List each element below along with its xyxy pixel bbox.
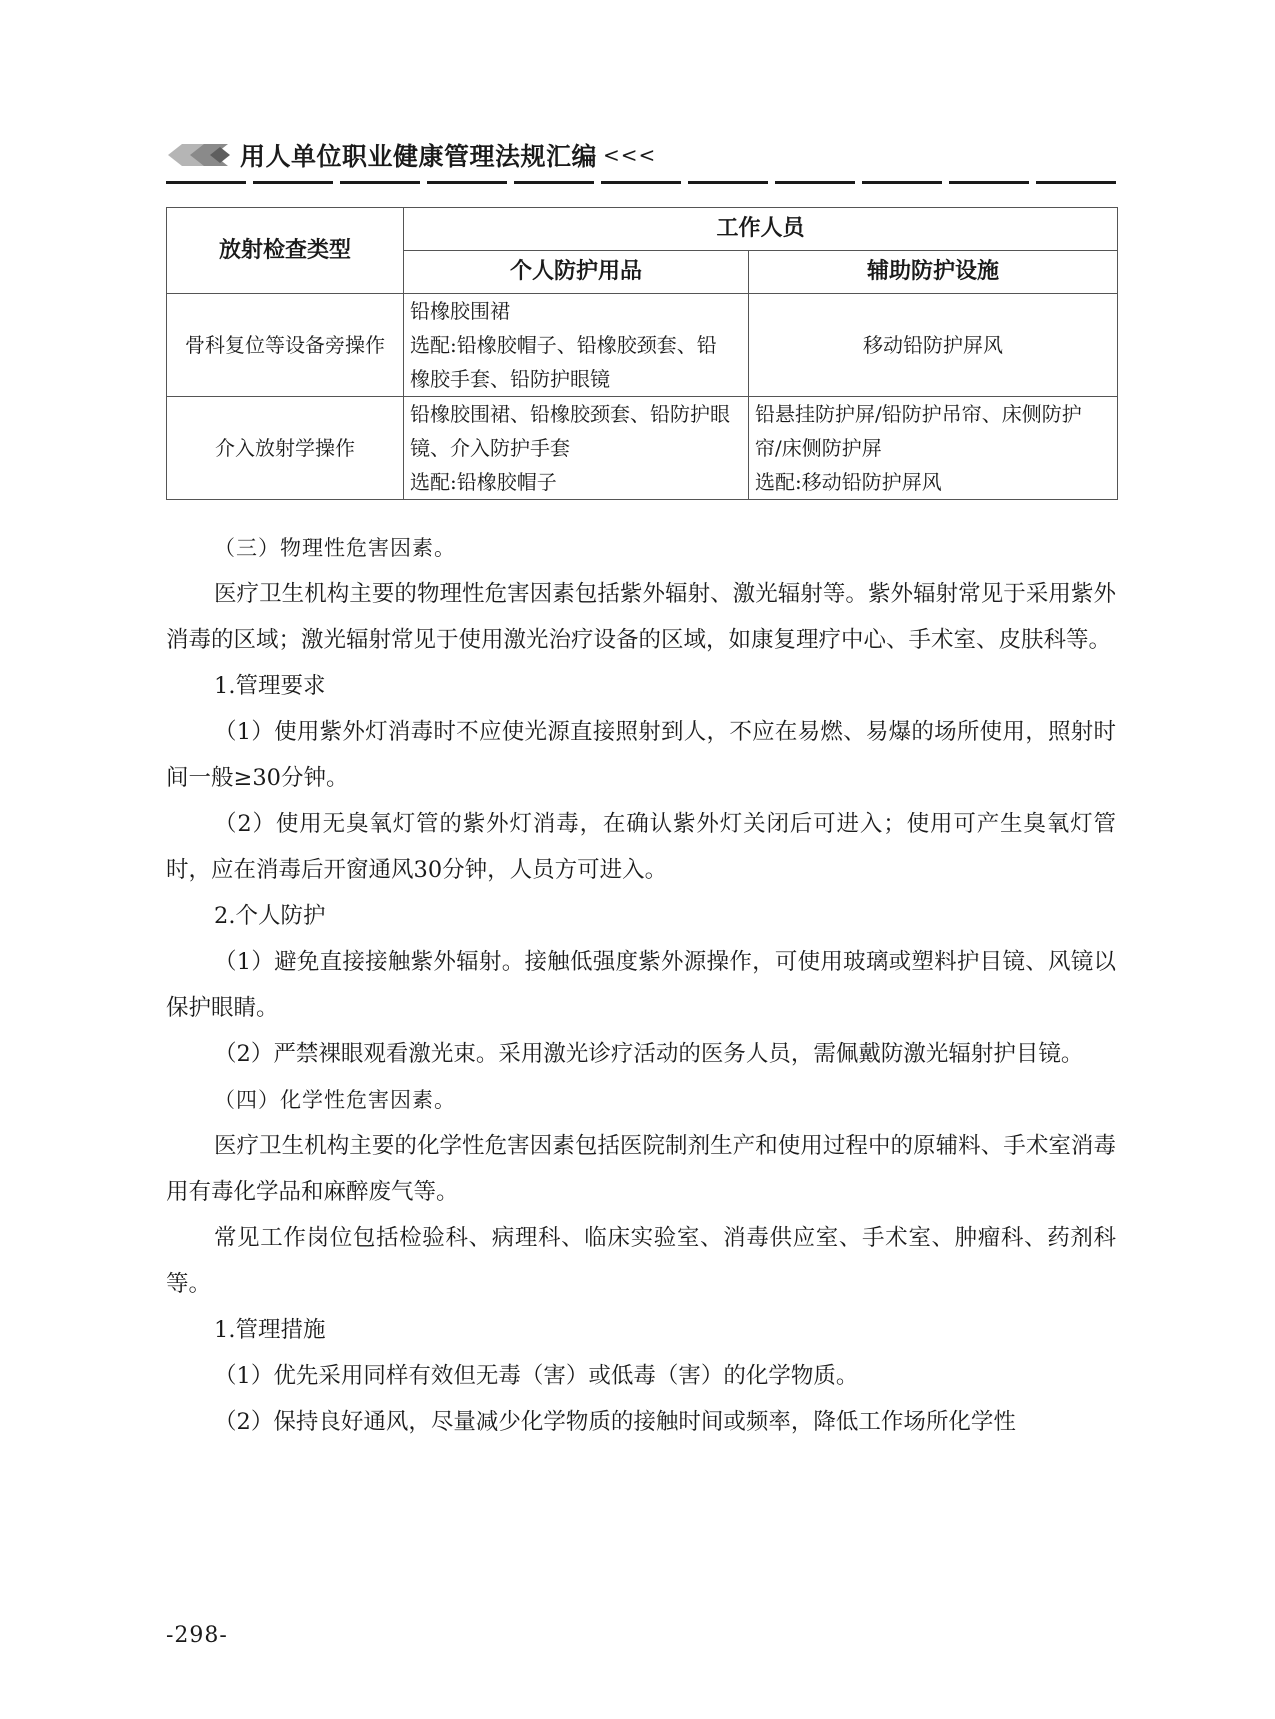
paragraph: （2）使用无臭氧灯管的紫外灯消毒，在确认紫外灯关闭后可进入；使用可产生臭氧灯管时，应在消毒后开窗通风30分钟，人员方可进入。 bbox=[166, 811, 1116, 883]
col-header-aux: 辅助防护设施 bbox=[749, 251, 1118, 294]
col-header-staff: 工作人员 bbox=[404, 208, 1118, 251]
cell-ppe: 铅橡胶围裙 选配:铅橡胶帽子、铅橡胶颈套、铅 橡胶手套、铅防护眼镜 bbox=[404, 294, 749, 397]
paragraph: （2）严禁裸眼观看激光束。采用激光诊疗活动的医务人员，需佩戴防激光辐射护目镜。 bbox=[214, 1041, 1084, 1067]
section-heading: （三）物理性危害因素。 bbox=[214, 536, 456, 560]
paragraph: 常见工作岗位包括检验科、病理科、临床实验室、消毒供应室、手术室、肿瘤科、药剂科等。 bbox=[166, 1225, 1116, 1297]
book-title: 用人单位职业健康管理法规汇编 bbox=[240, 142, 598, 171]
subheading: 2.个人防护 bbox=[214, 903, 326, 929]
table-row bbox=[167, 294, 1118, 397]
subheading: 1.管理措施 bbox=[214, 1317, 326, 1343]
paragraph: （2）保持良好通风，尽量减少化学物质的接触时间或频率，降低工作场所化学性 bbox=[214, 1409, 1016, 1435]
col-header-exam-type: 放射检查类型 bbox=[167, 208, 404, 294]
cell-aux: 移动铅防护屏风 bbox=[749, 294, 1118, 397]
header-arrows: <<< bbox=[603, 143, 657, 167]
double-diamond-logo-icon bbox=[166, 140, 232, 170]
paragraph: 医疗卫生机构主要的物理性危害因素包括紫外辐射、激光辐射等。紫外辐射常见于采用紫外消毒的区域；激光辐射常见于使用激光治疗设备的区域，如康复理疗中心、手术室、皮肤科等。 bbox=[166, 581, 1116, 653]
section-heading: （四）化学性危害因素。 bbox=[214, 1088, 456, 1112]
paragraph: 医疗卫生机构主要的化学性危害因素包括医院制剂生产和使用过程中的原辅料、手术室消毒用有毒化学品和麻醉废气等。 bbox=[166, 1133, 1116, 1205]
cell-exam-type: 骨科复位等设备旁操作 bbox=[167, 294, 404, 397]
subheading: 1.管理要求 bbox=[214, 673, 326, 699]
cell-aux: 铅悬挂防护屏/铅防护吊帘、床侧防护 帘/床侧防护屏 选配:移动铅防护屏风 bbox=[749, 397, 1118, 500]
cell-exam-type: 介入放射学操作 bbox=[167, 397, 404, 500]
paragraph: （1）优先采用同样有效但无毒（害）或低毒（害）的化学物质。 bbox=[214, 1363, 859, 1389]
header-divider bbox=[166, 181, 1116, 184]
table-row bbox=[167, 397, 1118, 500]
paragraph: （1）使用紫外灯消毒时不应使光源直接照射到人，不应在易燃、易爆的场所使用，照射时间一般≥30分钟。 bbox=[166, 719, 1116, 791]
running-header bbox=[166, 135, 656, 175]
cell-ppe: 铅橡胶围裙、铅橡胶颈套、铅防护眼 镜、介入防护手套 选配:铅橡胶帽子 bbox=[404, 397, 749, 500]
page-number: -298- bbox=[166, 1623, 228, 1648]
body-text bbox=[166, 525, 1116, 1445]
paragraph: （1）避免直接接触紫外辐射。接触低强度紫外源操作，可使用玻璃或塑料护目镜、风镜以保护眼睛。 bbox=[166, 949, 1116, 1021]
radiation-protection-table bbox=[166, 207, 1118, 500]
col-header-ppe: 个人防护用品 bbox=[404, 251, 749, 294]
